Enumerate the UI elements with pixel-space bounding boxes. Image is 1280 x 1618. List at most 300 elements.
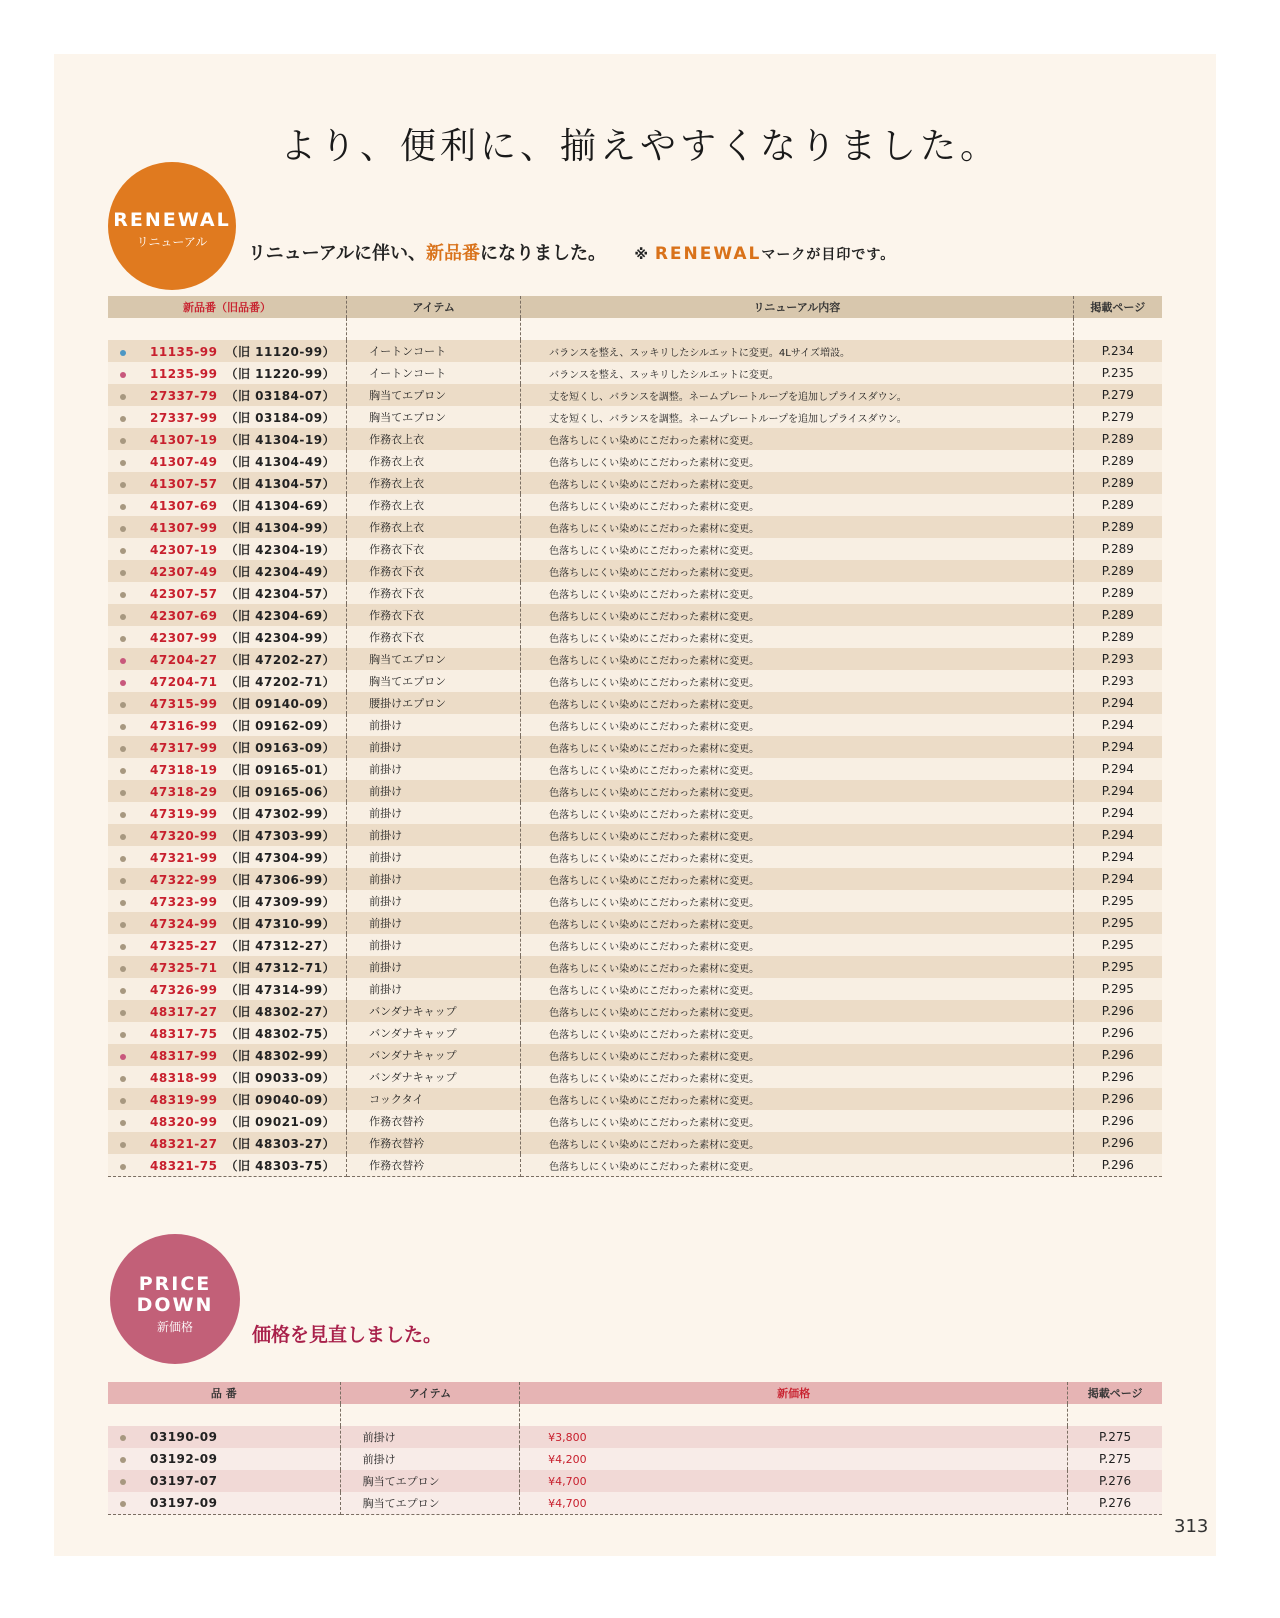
renewal-table-header — [108, 296, 1162, 318]
status-dot-icon — [120, 1479, 126, 1485]
content-cell: 色落ちしにくい染めにこだわった素材に変更。 — [521, 560, 1073, 582]
old-prefix: （旧 — [225, 674, 251, 689]
new-code: 47318-29 — [150, 784, 218, 799]
item-cell: 腰掛けエプロン — [347, 692, 521, 714]
table-row — [108, 428, 1162, 450]
status-dot-icon — [120, 922, 126, 928]
table-row — [108, 362, 1162, 384]
page-cell: P.275 — [1099, 1452, 1132, 1466]
old-prefix: （旧 — [225, 1136, 251, 1151]
item-cell: 前掛け — [347, 868, 521, 890]
status-dot-icon — [120, 988, 126, 994]
code-cell — [108, 1132, 347, 1154]
item-cell: 胸当てエプロン — [340, 1492, 520, 1515]
new-code: 47204-71 — [150, 674, 218, 689]
status-dot-icon — [120, 1164, 126, 1170]
old-code-group — [225, 345, 335, 359]
item-cell: 胸当てエプロン — [347, 648, 521, 670]
page-cell: P.276 — [1068, 1492, 1162, 1515]
old-suffix: ） — [322, 630, 336, 645]
table-row — [108, 604, 1162, 626]
old-code: 47303-99 — [255, 828, 323, 843]
old-prefix: （旧 — [225, 498, 251, 513]
table-row — [108, 692, 1162, 714]
old-suffix: ） — [322, 850, 336, 865]
item-cell: 前掛け — [347, 890, 521, 912]
content-cell: 色落ちしにくい染めにこだわった素材に変更。 — [521, 1044, 1073, 1066]
status-dot-icon — [120, 944, 126, 950]
status-dot-icon — [120, 592, 126, 598]
code-cell — [108, 1426, 340, 1448]
old-suffix: ） — [322, 1048, 336, 1063]
status-dot-icon — [120, 460, 126, 466]
item-cell: 前掛け — [347, 736, 521, 758]
new-code: 47325-27 — [150, 938, 218, 953]
code-cell — [108, 934, 347, 956]
old-code: 41304-57 — [255, 476, 323, 491]
new-code: 47322-99 — [150, 872, 218, 887]
item-cell: バンダナキャップ — [347, 1044, 521, 1066]
content-cell: 色落ちしにくい染めにこだわった素材に変更。 — [521, 692, 1073, 714]
renewal-table — [108, 296, 1162, 1177]
content-cell: 色落ちしにくい染めにこだわった素材に変更。 — [521, 1022, 1073, 1044]
old-prefix: （旧 — [225, 740, 251, 755]
status-dot-icon — [120, 1032, 126, 1038]
old-code: 09140-09 — [255, 696, 323, 711]
old-prefix: （旧 — [225, 388, 251, 403]
code-cell — [108, 978, 347, 1000]
page-cell: P.295 — [1101, 894, 1134, 908]
code-cell — [108, 648, 347, 670]
status-dot-icon — [120, 1076, 126, 1082]
table-row — [108, 846, 1162, 868]
code-cell — [108, 758, 347, 780]
status-dot-icon — [120, 856, 126, 862]
page-cell: P.295 — [1101, 938, 1134, 952]
new-code: 48317-75 — [150, 1026, 218, 1041]
table-row — [108, 560, 1162, 582]
table-row — [108, 824, 1162, 846]
table-row — [108, 956, 1162, 978]
item-cell: 胸当てエプロン — [340, 1470, 520, 1492]
old-code: 03184-09 — [255, 410, 323, 425]
table-row — [108, 450, 1162, 472]
page-cell: P.235 — [1101, 366, 1134, 380]
item-cell: 前掛け — [347, 824, 521, 846]
old-code: 47310-99 — [255, 916, 323, 931]
old-code-group — [225, 587, 335, 601]
code-cell — [108, 1088, 347, 1110]
new-code: 41307-49 — [150, 454, 218, 469]
old-suffix: ） — [322, 894, 336, 909]
table-row — [108, 1132, 1162, 1154]
code-cell — [108, 472, 347, 494]
old-code-group — [225, 565, 335, 579]
status-dot-icon — [120, 614, 126, 620]
table-row — [108, 340, 1162, 362]
old-prefix: （旧 — [225, 982, 251, 997]
code-cell — [108, 494, 347, 516]
table-row — [108, 868, 1162, 890]
old-code: 47202-27 — [255, 652, 323, 667]
code-cell — [108, 428, 347, 450]
page-cell: P.289 — [1101, 608, 1134, 622]
content-cell: 色落ちしにくい染めにこだわった素材に変更。 — [521, 802, 1073, 824]
old-code-group — [225, 917, 335, 931]
item-cell: 作務衣上衣 — [347, 428, 521, 450]
renewal-title-pre: リニューアルに伴い、 — [248, 243, 427, 264]
old-code-group — [225, 675, 335, 689]
old-code: 09165-01 — [255, 762, 323, 777]
content-cell: 色落ちしにくい染めにこだわった素材に変更。 — [521, 648, 1073, 670]
old-code-group — [225, 895, 335, 909]
old-code-group — [225, 1005, 335, 1019]
code-cell — [108, 802, 347, 824]
new-code: 48321-75 — [150, 1158, 218, 1173]
table-row — [108, 648, 1162, 670]
renewal-title-highlight: 新品番 — [426, 243, 481, 264]
old-prefix: （旧 — [225, 586, 251, 601]
table-row — [108, 472, 1162, 494]
old-code: 42304-19 — [255, 542, 323, 557]
content-cell: 色落ちしにくい染めにこだわった素材に変更。 — [521, 670, 1073, 692]
content-cell: 色落ちしにくい染めにこだわった素材に変更。 — [521, 890, 1073, 912]
old-code: 42304-57 — [255, 586, 323, 601]
content-cell: 色落ちしにくい染めにこだわった素材に変更。 — [521, 472, 1073, 494]
old-code-group — [225, 741, 335, 755]
table-row — [108, 1066, 1162, 1088]
code-cell — [108, 560, 347, 582]
old-prefix: （旧 — [225, 872, 251, 887]
old-code-group — [225, 455, 335, 469]
old-code-group — [225, 1115, 335, 1129]
content-cell: 色落ちしにくい染めにこだわった素材に変更。 — [521, 1000, 1073, 1022]
old-suffix: ） — [322, 608, 336, 623]
col-header-item: アイテム — [347, 296, 521, 318]
old-prefix: （旧 — [225, 1048, 251, 1063]
old-prefix: （旧 — [225, 366, 251, 381]
status-dot-icon — [120, 438, 126, 444]
item-cell: 前掛け — [347, 934, 521, 956]
old-code: 47314-99 — [255, 982, 323, 997]
status-dot-icon — [120, 526, 126, 532]
old-code: 09162-09 — [255, 718, 323, 733]
old-code: 09040-09 — [255, 1092, 323, 1107]
old-code: 47302-99 — [255, 806, 323, 821]
status-dot-icon — [120, 548, 126, 554]
item-cell: 前掛け — [347, 714, 521, 736]
new-code: 27337-99 — [150, 410, 218, 425]
page-cell: P.294 — [1101, 784, 1134, 798]
status-dot-icon — [120, 1457, 126, 1463]
old-prefix: （旧 — [225, 850, 251, 865]
col-header-page: 掲載ページ — [1090, 301, 1146, 314]
code-cell — [108, 1154, 347, 1177]
old-code: 47304-99 — [255, 850, 323, 865]
page-cell: P.289 — [1101, 542, 1134, 556]
code-cell — [108, 604, 347, 626]
new-code: 47204-27 — [150, 652, 218, 667]
table-row — [108, 934, 1162, 956]
status-dot-icon — [120, 702, 126, 708]
old-code: 41304-69 — [255, 498, 323, 513]
new-code: 42307-99 — [150, 630, 218, 645]
content-cell: 色落ちしにくい染めにこだわった素材に変更。 — [521, 1110, 1073, 1132]
renewal-title-post: になりました。 — [480, 243, 607, 264]
page-cell: P.295 — [1101, 982, 1134, 996]
old-suffix: ） — [322, 410, 336, 425]
page-cell: P.294 — [1101, 740, 1134, 754]
old-code: 47312-71 — [255, 960, 323, 975]
item-cell: バンダナキャップ — [347, 1066, 521, 1088]
new-code: 47315-99 — [150, 696, 218, 711]
content-cell: 色落ちしにくい染めにこだわった素材に変更。 — [521, 1154, 1073, 1177]
code-cell — [108, 516, 347, 538]
old-prefix: （旧 — [225, 1114, 251, 1129]
page-cell: P.296 — [1101, 1092, 1134, 1106]
code-cell — [108, 890, 347, 912]
item-cell: 胸当てエプロン — [347, 670, 521, 692]
status-dot-icon — [120, 372, 126, 378]
code-cell — [108, 626, 347, 648]
new-code: 47316-99 — [150, 718, 218, 733]
old-prefix: （旧 — [225, 630, 251, 645]
page-cell: P.276 — [1099, 1474, 1132, 1488]
old-code-group — [225, 367, 335, 381]
status-dot-icon — [120, 1142, 126, 1148]
item-cell: 作務衣上衣 — [347, 516, 521, 538]
status-dot-icon — [120, 570, 126, 576]
status-dot-icon — [120, 1120, 126, 1126]
item-cell: 作務衣上衣 — [347, 472, 521, 494]
old-prefix: （旧 — [225, 806, 251, 821]
table-row — [108, 1426, 1162, 1448]
new-code: 41307-69 — [150, 498, 218, 513]
content-cell: 丈を短くし、バランスを調整。ネームプレートループを追加しプライスダウン。 — [521, 406, 1073, 428]
old-prefix: （旧 — [225, 696, 251, 711]
page-cell: P.296 — [1101, 1070, 1134, 1084]
old-prefix: （旧 — [225, 828, 251, 843]
content-cell: 色落ちしにくい染めにこだわった素材に変更。 — [521, 1088, 1073, 1110]
code-cell — [108, 670, 347, 692]
code-cell — [108, 692, 347, 714]
item-cell: 前掛け — [347, 956, 521, 978]
renewal-title — [248, 239, 895, 265]
code-cell — [108, 362, 347, 384]
status-dot-icon — [120, 1435, 126, 1441]
renewal-mark: RENEWAL — [654, 244, 762, 264]
old-code: 11120-99 — [255, 344, 323, 359]
renewal-badge-en: RENEWAL — [113, 209, 231, 231]
page-cell: P.294 — [1101, 762, 1134, 776]
renewal-badge — [108, 162, 236, 290]
item-cell: 作務衣替衿 — [347, 1110, 521, 1132]
code-cell — [108, 538, 347, 560]
old-suffix: ） — [322, 344, 336, 359]
content-cell: 色落ちしにくい染めにこだわった素材に変更。 — [521, 978, 1073, 1000]
item-cell: 前掛け — [347, 846, 521, 868]
new-code: 11135-99 — [150, 344, 218, 359]
old-suffix: ） — [322, 916, 336, 931]
page-cell: P.294 — [1101, 806, 1134, 820]
new-code: 11235-99 — [150, 366, 218, 381]
code-cell — [108, 824, 347, 846]
new-code: 41307-57 — [150, 476, 218, 491]
new-price-cell: ¥4,700 — [520, 1492, 1068, 1515]
old-code: 09033-09 — [255, 1070, 323, 1085]
old-suffix: ） — [322, 828, 336, 843]
old-code-group — [225, 477, 335, 491]
old-code: 42304-69 — [255, 608, 323, 623]
old-code: 09163-09 — [255, 740, 323, 755]
status-dot-icon — [120, 790, 126, 796]
old-code: 47312-27 — [255, 938, 323, 953]
code-cell — [108, 582, 347, 604]
page-cell: P.279 — [1101, 410, 1134, 424]
old-code: 47309-99 — [255, 894, 323, 909]
renewal-badge-jp: リニューアル — [136, 235, 208, 249]
old-prefix: （旧 — [225, 938, 251, 953]
content-cell: 色落ちしにくい染めにこだわった素材に変更。 — [521, 846, 1073, 868]
old-suffix: ） — [322, 1136, 336, 1151]
new-code: 42307-69 — [150, 608, 218, 623]
page-cell: P.296 — [1101, 1048, 1134, 1062]
old-code-group — [225, 1027, 335, 1041]
new-code: 47320-99 — [150, 828, 218, 843]
new-code: 42307-19 — [150, 542, 218, 557]
old-suffix: ） — [322, 542, 336, 557]
old-suffix: ） — [322, 1114, 336, 1129]
content-cell: 色落ちしにくい染めにこだわった素材に変更。 — [521, 780, 1073, 802]
new-code: 47324-99 — [150, 916, 218, 931]
table-row — [108, 626, 1162, 648]
old-prefix: （旧 — [225, 410, 251, 425]
table-row — [108, 714, 1162, 736]
status-dot-icon — [120, 900, 126, 906]
content-cell: 色落ちしにくい染めにこだわった素材に変更。 — [521, 604, 1073, 626]
old-suffix: ） — [322, 388, 336, 403]
product-code: 03197-07 — [150, 1474, 218, 1488]
page-number: 313 — [1174, 1516, 1209, 1537]
content-cell: 色落ちしにくい染めにこだわった素材に変更。 — [521, 714, 1073, 736]
code-cell — [108, 736, 347, 758]
item-cell: 胸当てエプロン — [347, 384, 521, 406]
price-down-badge-en-1: PRICE — [138, 1273, 212, 1295]
item-cell: 作務衣下衣 — [347, 538, 521, 560]
item-cell: 作務衣下衣 — [347, 560, 521, 582]
spacer-row — [108, 318, 1162, 340]
code-cell — [108, 340, 347, 362]
table-row — [108, 406, 1162, 428]
page-cell: P.293 — [1101, 652, 1134, 666]
old-suffix: ） — [322, 872, 336, 887]
code-cell — [108, 714, 347, 736]
status-dot-icon — [120, 680, 126, 686]
old-suffix: ） — [322, 1070, 336, 1085]
page-cell: P.295 — [1101, 960, 1134, 974]
new-price-cell: ¥4,700 — [520, 1470, 1068, 1492]
table-row — [108, 912, 1162, 934]
old-code: 42304-49 — [255, 564, 323, 579]
item-cell: 前掛け — [347, 912, 521, 934]
table-row — [108, 1044, 1162, 1066]
product-code: 03190-09 — [150, 1430, 218, 1444]
old-prefix: （旧 — [225, 454, 251, 469]
col-header-new-price: 新価格 — [520, 1382, 1068, 1404]
col-header-content: リニューアル内容 — [521, 296, 1073, 318]
new-code: 42307-57 — [150, 586, 218, 601]
content-cell: 色落ちしにくい染めにこだわった素材に変更。 — [521, 758, 1073, 780]
old-suffix: ） — [322, 696, 336, 711]
old-code: 48303-27 — [255, 1136, 323, 1151]
item-cell: 作務衣替衿 — [347, 1154, 521, 1177]
old-prefix: （旧 — [225, 784, 251, 799]
old-code-group — [225, 631, 335, 645]
old-code: 48302-99 — [255, 1048, 323, 1063]
old-code-group — [225, 1159, 335, 1173]
content-cell: 色落ちしにくい染めにこだわった素材に変更。 — [521, 538, 1073, 560]
content-cell: 色落ちしにくい染めにこだわった素材に変更。 — [521, 934, 1073, 956]
status-dot-icon — [120, 1501, 126, 1507]
status-dot-icon — [120, 504, 126, 510]
old-suffix: ） — [322, 586, 336, 601]
col-header-page: 掲載ページ — [1087, 1387, 1143, 1400]
old-prefix: （旧 — [225, 960, 251, 975]
page-cell: P.296 — [1101, 1004, 1134, 1018]
old-code: 48303-75 — [255, 1158, 323, 1173]
old-prefix: （旧 — [225, 1004, 251, 1019]
old-prefix: （旧 — [225, 894, 251, 909]
item-cell: 作務衣上衣 — [347, 494, 521, 516]
status-dot-icon — [120, 350, 126, 356]
item-cell: 作務衣上衣 — [347, 450, 521, 472]
status-dot-icon — [120, 416, 126, 422]
page-cell: P.234 — [1101, 344, 1134, 358]
old-suffix: ） — [322, 740, 336, 755]
content-cell: 色落ちしにくい染めにこだわった素材に変更。 — [521, 1132, 1073, 1154]
old-suffix: ） — [322, 762, 336, 777]
status-dot-icon — [120, 966, 126, 972]
spacer-row — [108, 1404, 1162, 1426]
item-cell: 前掛け — [347, 802, 521, 824]
code-cell — [108, 1470, 340, 1492]
table-row — [108, 780, 1162, 802]
old-prefix: （旧 — [225, 520, 251, 535]
old-suffix: ） — [322, 498, 336, 513]
old-code: 09021-09 — [255, 1114, 323, 1129]
old-prefix: （旧 — [225, 1092, 251, 1107]
status-dot-icon — [120, 1054, 126, 1060]
price-down-badge-jp: 新価格 — [156, 1320, 193, 1334]
old-code-group — [225, 983, 335, 997]
page-cell: P.289 — [1101, 564, 1134, 578]
old-suffix: ） — [322, 520, 336, 535]
table-row — [108, 384, 1162, 406]
table-row — [108, 1154, 1162, 1177]
new-price-cell: ¥3,800 — [520, 1426, 1068, 1448]
new-code: 27337-79 — [150, 388, 218, 403]
old-prefix: （旧 — [225, 1158, 251, 1173]
new-code: 48318-99 — [150, 1070, 218, 1085]
content-cell: バランスを整え、スッキリしたシルエットに変更。4Lサイズ増設。 — [521, 340, 1073, 362]
old-suffix: ） — [322, 982, 336, 997]
price-down-title: 価格を見直しました。 — [252, 1324, 443, 1346]
table-row — [108, 516, 1162, 538]
page-cell: P.279 — [1101, 388, 1134, 402]
table-row — [108, 890, 1162, 912]
old-suffix: ） — [322, 454, 336, 469]
code-cell — [108, 956, 347, 978]
